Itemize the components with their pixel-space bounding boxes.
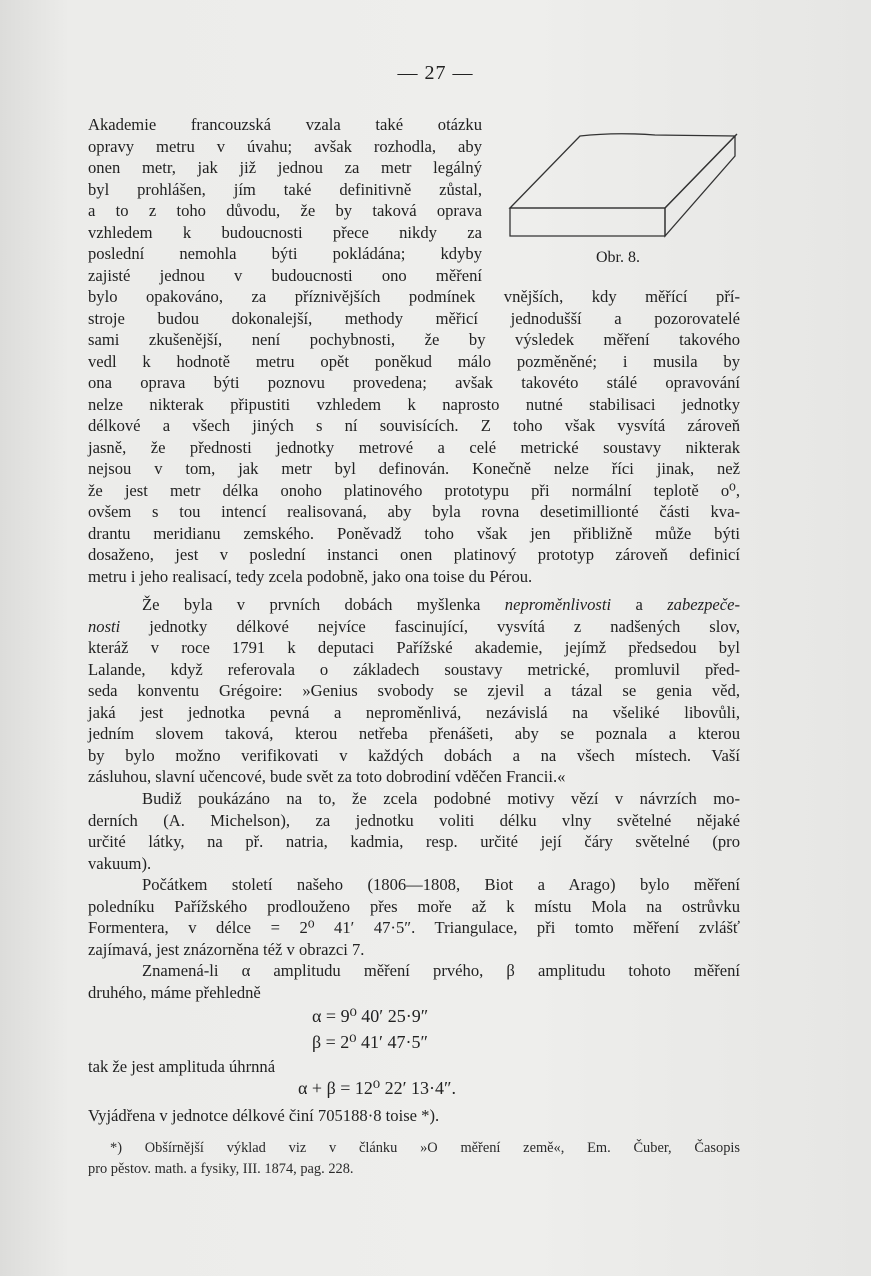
- equation-beta: β = 2⁰ 41′ 47·5″: [312, 1032, 428, 1052]
- paragraph-5: [88, 960, 740, 1003]
- text-line: dosaženo, jest v poslední instanci onen platinový prototyp zároveň definicí: [88, 545, 740, 564]
- text-line: Počátkem století našeho (1806—1808, Biot a Arago) bylo měření: [142, 875, 740, 894]
- text-line: že jest metr délka onoho platinového prototypu při normální teplotě o⁰,: [88, 480, 740, 500]
- text-line: metru i jeho realisací, tedy zcela podobně, jako ona toise du Pérou.: [88, 566, 533, 586]
- text-line: Budiž poukázáno na to, že zcela podobné motivy vězí v návrzích mo-: [142, 789, 740, 808]
- text-line: poledníku Pařížského prodlouženo přes moře až k místu Mola na ostrůvku: [88, 896, 740, 916]
- footnote-line: pro pěstov. math. a fysiky, III. 1874, pag. 228.: [88, 1161, 354, 1177]
- equation-sum: α + β = 12⁰ 22′ 13·4″.: [298, 1078, 457, 1098]
- text-line: sami zkušenější, není pochybnosti, že by výsledek měření takového: [88, 330, 740, 349]
- text-line: opravy metru v úvahu; avšak rozhodla, aby: [88, 136, 482, 156]
- text-line: derních (A. Michelson), za jednotku voliti délku vlny světelné nějaké: [88, 810, 740, 830]
- text-line: byl prohlášen, jím také definitivně zůstal,: [88, 179, 482, 199]
- paragraph-1: [88, 114, 740, 587]
- text-line: seda konventu Grégoire: »Genius svobody se zjevil a tázal se genia věd,: [88, 681, 740, 700]
- text-line: zajímavá, jest znázorněna též v obrazci 7.: [88, 939, 365, 959]
- paragraph-3: [88, 788, 740, 874]
- page-number: — 27 —: [397, 62, 474, 84]
- text-line: jaká jest jednotka pevná a neproměnlivá, nezávislá na všeliké libovůli,: [88, 702, 740, 722]
- paragraph-4: [88, 874, 740, 960]
- text-line: nelze nikterak připustiti vzhledem k naprosto nutné stabilisaci jednotky: [88, 394, 740, 414]
- text-line: Formentera, v délce = 2⁰ 41′ 47·5″. Triangulace, při tomto měření zvlášť: [88, 918, 740, 937]
- text-line: nosti jednotky délkové nejvíce fascinující, vysvítá z nadšených slov,: [88, 616, 740, 636]
- text-line: drantu meridianu zemského. Poněvadž toho však jen přibližně může býti: [88, 523, 740, 543]
- text-line: vakuum).: [88, 853, 152, 873]
- text-line: bylo opakováno, za příznivějších podmínek vnějších, kdy měřící pří-: [88, 287, 740, 306]
- footnote: [88, 1138, 740, 1180]
- text-line: zajisté jednou v budoucnosti ono měření: [88, 265, 482, 285]
- text-line: poslední nemohla býti pokládána; kdyby: [88, 244, 482, 263]
- text-line: vedl k hodnotě metru opět poněkud málo pozměněné; i musila by: [88, 351, 740, 371]
- text-line: zásluhou, slavní učencové, bude svět za toto dobrodiní vděčen Francii.«: [88, 767, 566, 786]
- text-line: Že byla v prvních dobách myšlenka neproměnlivosti a zabezpeče-: [142, 595, 740, 614]
- text-line: a to z toho důvodu, že by taková oprava: [88, 201, 482, 220]
- text-line: by bylo možno verifikovati v každých dobách a na všech místech. Vaší: [88, 745, 740, 765]
- text-line: onen metr, jak již jednou za metr legálný: [88, 158, 482, 177]
- text-line: Lalande, když referovala o základech soustavy metrické, promluvil před-: [88, 659, 740, 679]
- text-line: stroje budou dokonalejší, methody měřicí jednodušší a pozorovatelé: [88, 308, 740, 328]
- text-line: Znamená-li α amplitudu měření prvého, β amplitudu tohoto měření: [142, 961, 740, 980]
- text-line: jasně, že přednosti jednotky metrové a celé metrické soustavy nikterak: [88, 437, 740, 457]
- text-line: jedním slovem taková, kterou netřeba přenášeti, aby se poznala a kterou: [88, 724, 740, 743]
- text-line: Akademie francouzská vzala také otázku: [88, 115, 482, 134]
- equation-alpha: α = 9⁰ 40′ 25·9″: [312, 1006, 429, 1026]
- text-line: nejsou v tom, jak metr byl definován. Konečně nelze říci jinak, než: [88, 459, 740, 478]
- text-line: Vyjádřena v jednotce délkové činí 705188·8 toise *).: [88, 1106, 440, 1125]
- text-line: kteráž v roce 1791 k deputaci Pařížské akademie, jejímž předsedou byl: [88, 638, 740, 657]
- text-line: určité látky, na př. natria, kadmia, resp. určité její čáry světelné (pro: [88, 832, 740, 851]
- text-line: ona oprava býti poznovu provedena; avšak takovéto stálé opravování: [88, 373, 740, 392]
- text-line: délkové a všech jiných s ní souvisících. Z toho však vysvítá zároveň: [88, 416, 740, 435]
- text-line: druhého, máme přehledně: [88, 982, 261, 1002]
- text-line: ovšem s tou intencí realisovaná, aby byla rovna desetimillionté části kva-: [88, 502, 740, 521]
- figure-caption: Obr. 8.: [596, 249, 640, 266]
- paragraph-2: [88, 594, 740, 788]
- text-line: tak že jest amplituda úhrnná: [88, 1057, 276, 1076]
- text-line: vzhledem k budoucnosti přece nikdy za: [88, 222, 482, 242]
- footnote-line: *) Obšírnější výklad viz v článku »O měření země«, Em. Čuber, Časopis: [110, 1140, 740, 1156]
